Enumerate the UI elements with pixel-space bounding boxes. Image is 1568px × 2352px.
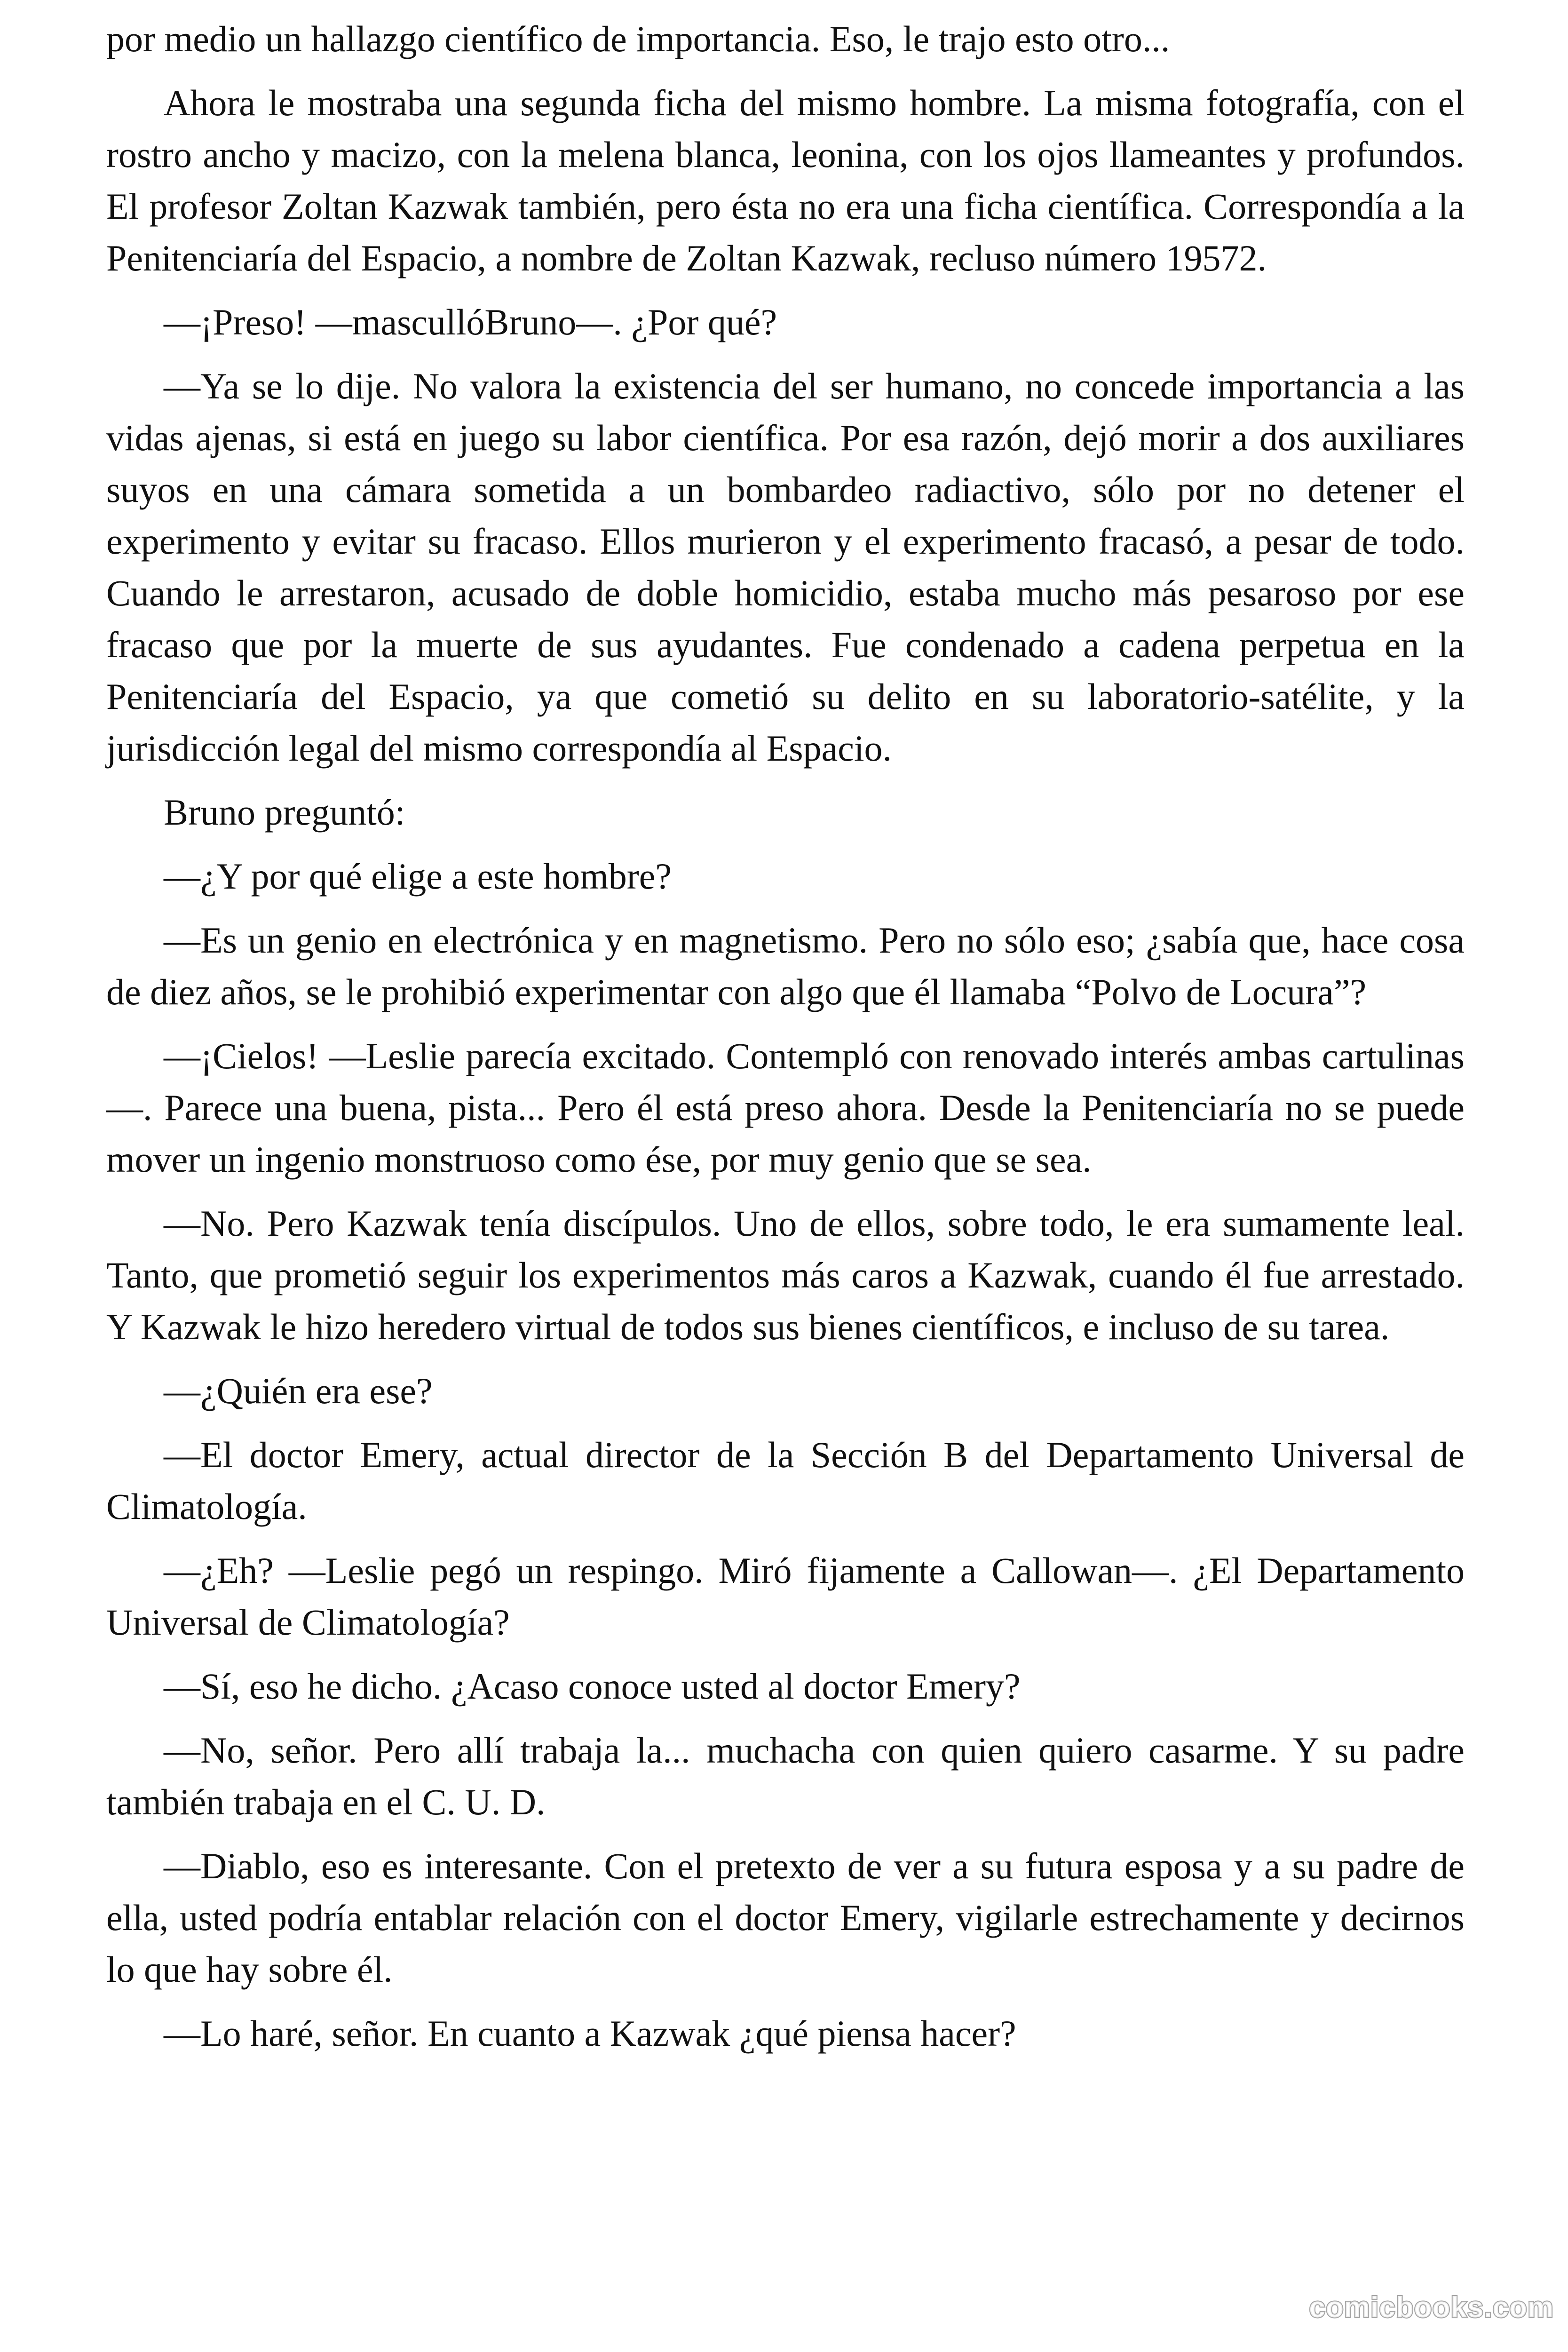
dialogue-line-genius: —Es un genio en electrónica y en magnetismo. Pero no sólo eso; ¿sabía que, hace cosa de diez años, se le prohibió experimentar con algo que él llamaba “Polvo de Locura”?: [106, 920, 1465, 1012]
dialogue-line-interesting: —Diablo, eso es interesante. Con el pretexto de ver a su futura esposa y a su padre de ella, usted podría entablar relación con el doctor Emery, vigilarle estrechamente y decirnos lo que hay sobre él.: [106, 1845, 1465, 1990]
dialogue-line-cielos: —¡Cielos! —Leslie parecía excitado. Contempló con renovado interés ambas cartulinas—. Parece una buena, pista... Pero él está preso ahora. Desde la Penitenciaría no se puede mover un ingenio monstruoso como ése, por muy genio que se sea.: [106, 1035, 1465, 1180]
dialogue-line-who-was-he: —¿Quién era ese?: [164, 1370, 433, 1411]
paragraph-continuation: por medio un hallazgo científico de importancia. Eso, le trajo esto otro...: [106, 18, 1170, 59]
paragraph-crime-account: —Ya se lo dije. No valora la existencia del ser humano, no concede importancia a las vidas ajenas, si está en juego su labor científica. Por esa razón, dejó morir a dos auxiliares suyos en una cámara sometida a un bombardeo radiactivo, sólo por no detener el experimento y evitar su fracaso. Ellos murieron y el experimento fracasó, a pesar de todo. Cuando le arrestaron, acusado de doble homicidio, estaba mucho más pesaroso por ese fracaso que por la muerte de sus ayudantes. Fue condenado a cadena perpetua en la Penitenciaría del Espacio, ya que cometió su delito en su laboratorio-satélite, y la jurisdicción legal del mismo correspondía al Espacio.: [106, 366, 1465, 769]
book-page-text: [106, 13, 1465, 2059]
site-watermark: comicbooks.com: [1309, 2291, 1554, 2324]
paragraph-second-record: Ahora le mostraba una segunda ficha del mismo hombre. La misma fotografía, con el rostro ancho y macizo, con la melena blanca, leonina, con los ojos llameantes y profundos. El profesor Zoltan Kazwak también, pero ésta no era una ficha científica. Correspondía a la Penitenciaría del Espacio, a nombre de Zoltan Kazwak, recluso número 19572.: [106, 82, 1465, 278]
dialogue-line-why-this-man: —¿Y por qué elige a este hombre?: [164, 856, 672, 897]
dialogue-line-will-do: —Lo haré, señor. En cuanto a Kazwak ¿qué piensa hacer?: [164, 2013, 1016, 2054]
dialogue-line-preso: —¡Preso! —mascullóBruno—. ¿Por qué?: [164, 302, 777, 342]
dialogue-line-disciples: —No. Pero Kazwak tenía discípulos. Uno de ellos, sobre todo, le era sumamente leal. Tanto, que prometió seguir los experimentos más caros a Kazwak, cuando él fue arrestado. Y Kazwak le hizo heredero virtual de todos sus bienes científicos, e incluso de su tarea.: [106, 1203, 1465, 1347]
dialogue-line-no-sir: —No, señor. Pero allí trabaja la... muchacha con quien quiero casarme. Y su padre también trabaja en el C. U. D.: [106, 1730, 1465, 1822]
dialogue-line-doctor-emery: —El doctor Emery, actual director de la Sección B del Departamento Universal de Climatología.: [106, 1434, 1465, 1527]
dialogue-line-eh: —¿Eh? —Leslie pegó un respingo. Miró fijamente a Callowan—. ¿El Departamento Universal de Climatología?: [106, 1550, 1465, 1643]
dialogue-line-yes-said: —Sí, eso he dicho. ¿Acaso conoce usted al doctor Emery?: [164, 1666, 1021, 1707]
narration-bruno-asks: Bruno preguntó:: [164, 792, 405, 833]
